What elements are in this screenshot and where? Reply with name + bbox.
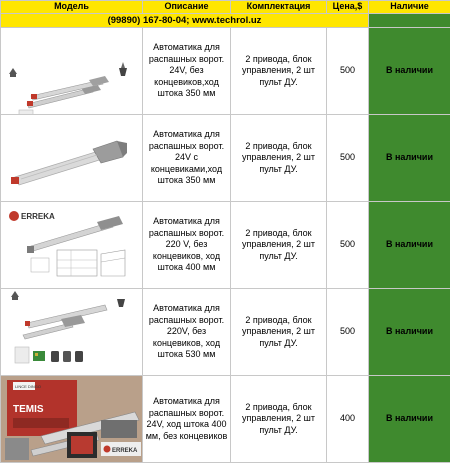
svg-text:ERREKA: ERREKA [112, 448, 138, 454]
product-image-cell [1, 289, 143, 376]
warning-light-icon [119, 62, 127, 76]
gate-opener-kit-image [1, 28, 143, 115]
warning-light-icon [117, 299, 125, 307]
product-kit: 2 привода, блок управления, 2 шт пульт ДУ. [231, 202, 327, 289]
product-image-cell [1, 376, 143, 463]
product-row [1, 115, 450, 202]
product-row [1, 376, 450, 463]
header-description: Описание [143, 1, 231, 14]
header-model: Модель [1, 1, 143, 14]
actuator-icon [23, 305, 107, 339]
product-row [1, 28, 450, 115]
erreka-logo-icon [9, 211, 55, 221]
product-price: 500 [327, 115, 369, 202]
product-kit: 2 привода, блок управления, 2 шт пульт ДУ. [231, 289, 327, 376]
erreka-logo-icon [101, 442, 141, 456]
actuator-icon [27, 216, 123, 253]
product-availability: В наличии [369, 376, 450, 463]
product-price: 500 [327, 202, 369, 289]
product-kit: 2 привода, блок управления, 2 шт пульт ДУ. [231, 376, 327, 463]
product-row [1, 202, 450, 289]
product-availability: В наличии [369, 289, 450, 376]
svg-text:ERREKA: ERREKA [21, 212, 55, 221]
product-description: Автоматика для распашных ворот. 220V, без концевиков, ход штока 530 мм [143, 289, 231, 376]
product-description: Автоматика для распашных ворот. 24V, без концевиков,ход штока 350 мм [143, 28, 231, 115]
header-price: Цена,$ [327, 1, 369, 14]
header-kit: Комплектация [231, 1, 327, 14]
actuator-icon [27, 76, 109, 108]
header-row [1, 1, 450, 14]
product-availability: В наличии [369, 115, 450, 202]
contact-row [1, 14, 450, 28]
svg-text:LINCE DINGO: LINCE DINGO [15, 384, 41, 389]
header-availability: Наличие [369, 1, 450, 14]
product-description: Автоматика для распашных ворот. 24V, ход штока 400 мм, без концевиков [143, 376, 231, 463]
product-price: 500 [327, 28, 369, 115]
product-description: Автоматика для распашных ворот. 24V с концевиками,ход штока 350 мм [143, 115, 231, 202]
product-price: 500 [327, 289, 369, 376]
brand-logo-icon [9, 68, 17, 77]
gate-opener-actuator-image [1, 115, 143, 202]
product-price: 400 [327, 376, 369, 463]
product-image-cell [1, 28, 143, 115]
control-box-icon [67, 432, 97, 458]
product-kit: 2 привода, блок управления, 2 шт пульт ДУ. [231, 28, 327, 115]
gate-opener-boxed-kit-photo [1, 376, 143, 463]
product-box-icon [7, 380, 77, 436]
product-availability: В наличии [369, 28, 450, 115]
remote-control-icon [51, 351, 83, 362]
product-row [1, 289, 450, 376]
product-availability: В наличии [369, 202, 450, 289]
brand-logo-icon [11, 291, 19, 300]
actuator-icon [11, 141, 127, 185]
svg-text:TEMIS: TEMIS [13, 404, 44, 415]
product-description: Автоматика для распашных ворот. 220 V, без концевиков, ход штока 400 мм [143, 202, 231, 289]
product-image-cell [1, 202, 143, 289]
control-board-icon [15, 347, 45, 363]
contact-line: (99890) 167-80-04; www.techrol.uz [1, 14, 369, 28]
product-kit: 2 привода, блок управления, 2 шт пульт ДУ. [231, 115, 327, 202]
gate-opener-diagram-image [1, 202, 143, 289]
product-image-cell [1, 115, 143, 202]
contact-row-availability-cell [369, 14, 450, 28]
installation-diagram-icon [31, 250, 125, 276]
gate-opener-kit-image [1, 289, 143, 376]
